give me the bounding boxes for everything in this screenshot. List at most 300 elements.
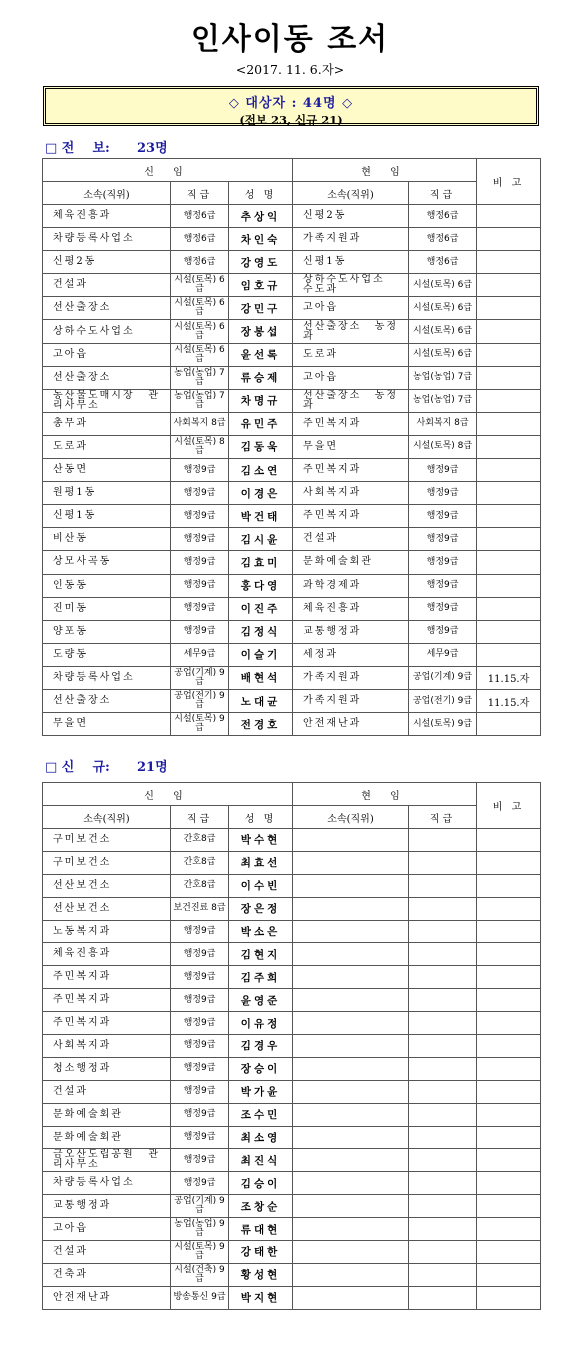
new-dept-cell: 건축과 [43,1263,171,1286]
new-grade-cell: 공업(기계) 9급 [171,1195,229,1218]
remark-cell [477,1149,541,1172]
name-cell: 김효미 [229,551,293,574]
current-grade-cell: 세무9급 [409,643,477,666]
new-dept-cell: 구미보건소 [43,829,171,852]
current-dept-cell [293,1126,409,1149]
new-grade-cell: 행정9급 [171,989,229,1012]
current-dept-cell [293,1057,409,1080]
current-grade-cell [409,874,477,897]
current-dept-cell: 건설과 [293,528,409,551]
current-grade-cell: 시설(토목) 6급 [409,343,477,366]
name-cell: 황성현 [229,1263,293,1286]
table-row [43,320,541,343]
new-grade-cell: 행정6급 [171,228,229,251]
new-dept-cell: 사회복지과 [43,1035,171,1058]
new-grade-cell: 세무9급 [171,643,229,666]
current-grade-cell [409,943,477,966]
table-row [43,459,541,482]
transfer-table [42,158,541,736]
new-dept-cell: 총무과 [43,412,171,435]
new-dept-cell: 문화예술회관 [43,1126,171,1149]
new-dept-cell: 무을면 [43,713,171,736]
remark-cell [477,897,541,920]
current-dept-cell: 고아읍 [293,297,409,320]
new-grade-cell: 행정9급 [171,459,229,482]
current-grade-cell: 사회복지 8급 [409,412,477,435]
current-grade-cell: 행정9급 [409,620,477,643]
current-dept-cell: 주민복지과 [293,459,409,482]
document-title: 인사이동 조서 [190,22,390,57]
new-dept-cell: 선산출장소 [43,689,171,712]
table-row [43,989,541,1012]
name-cell: 최소영 [229,1126,293,1149]
new-grade-cell: 행정9급 [171,528,229,551]
current-grade-cell: 행정6급 [409,205,477,228]
current-grade-cell [409,1080,477,1103]
remark-cell [477,574,541,597]
table-row [43,897,541,920]
current-dept-cell [293,1172,409,1195]
table-row [43,274,541,297]
name-cell: 김소연 [229,459,293,482]
new-grade-cell: 간호8급 [171,851,229,874]
name-cell: 박수현 [229,829,293,852]
new-dept-cell: 체육진흥과 [43,943,171,966]
name-cell: 임호규 [229,274,293,297]
remark-cell [477,1035,541,1058]
current-grade-cell: 행정9급 [409,551,477,574]
new-dept-cell: 도량동 [43,643,171,666]
table-row [43,713,541,736]
new-grade-cell: 행정9급 [171,574,229,597]
remark-cell [477,643,541,666]
section-transfer-heading: □ 전 보: 23명 [45,141,168,156]
name-cell: 차인숙 [229,228,293,251]
name-cell: 차명규 [229,389,293,412]
table-row [43,1103,541,1126]
new-dept-cell: 선산출장소 [43,297,171,320]
current-grade-cell: 공업(기계) 9급 [409,666,477,689]
table-row [43,829,541,852]
header-dept: 소속(직위) [293,806,409,829]
remark-cell [477,274,541,297]
table-row [43,1126,541,1149]
name-cell: 김경우 [229,1035,293,1058]
table-row [43,943,541,966]
table-row [43,620,541,643]
new-dept-cell: 원평1동 [43,482,171,505]
current-grade-cell: 농업(농업) 7급 [409,366,477,389]
remark-cell [477,366,541,389]
current-grade-cell [409,989,477,1012]
new-grade-cell: 농업(농업) 9급 [171,1218,229,1241]
new-dept-cell: 교통행정과 [43,1195,171,1218]
new-grade-cell: 시설(토목) 6급 [171,297,229,320]
table-row [43,343,541,366]
remark-cell [477,920,541,943]
new-dept-cell: 주민복지과 [43,989,171,1012]
remark-cell [477,1218,541,1241]
new-dept-cell: 체육진흥과 [43,205,171,228]
table-row [43,1149,541,1172]
name-cell: 이유정 [229,1012,293,1035]
current-dept-cell [293,1103,409,1126]
new-dept-cell: 건설과 [43,1080,171,1103]
new-grade-cell: 행정9급 [171,1035,229,1058]
name-cell: 박소은 [229,920,293,943]
name-cell: 전경호 [229,713,293,736]
current-dept-cell: 선산출장소 농정과 [293,389,409,412]
current-dept-cell: 신평2동 [293,205,409,228]
current-grade-cell: 행정6급 [409,228,477,251]
current-grade-cell [409,1103,477,1126]
current-grade-cell: 시설(토목) 9급 [409,713,477,736]
new-grade-cell: 행정9급 [171,1172,229,1195]
current-dept-cell: 교통행정과 [293,620,409,643]
current-dept-cell: 과학경제과 [293,574,409,597]
name-cell: 장은정 [229,897,293,920]
new-dept-cell: 청소행정과 [43,1057,171,1080]
new-dept-cell: 상하수도사업소 [43,320,171,343]
current-dept-cell: 주민복지과 [293,412,409,435]
current-dept-cell: 가족지원과 [293,689,409,712]
remark-cell [477,1012,541,1035]
name-cell: 최효선 [229,851,293,874]
current-dept-cell: 상하수도사업소 수도과 [293,274,409,297]
new-dept-cell: 비산동 [43,528,171,551]
current-grade-cell: 행정9급 [409,482,477,505]
name-cell: 노대균 [229,689,293,712]
new-grade-cell: 시설(토목) 9급 [171,713,229,736]
current-dept-cell [293,1263,409,1286]
name-cell: 장승이 [229,1057,293,1080]
current-grade-cell: 행정9급 [409,505,477,528]
current-dept-cell: 사회복지과 [293,482,409,505]
new-dept-cell: 양포동 [43,620,171,643]
name-cell: 강태한 [229,1241,293,1264]
header-name: 성 명 [229,806,293,829]
remark-cell [477,1080,541,1103]
new-grade-cell: 행정9급 [171,966,229,989]
new-grade-cell: 행정9급 [171,1149,229,1172]
header-grade: 직급 [171,806,229,829]
new-dept-cell: 농산물도매시장 관리사무소 [43,389,171,412]
remark-cell [477,343,541,366]
remark-cell [477,597,541,620]
new-grade-cell: 행정9급 [171,943,229,966]
current-grade-cell: 시설(토목) 8급 [409,435,477,458]
current-grade-cell [409,920,477,943]
new-grade-cell: 시설(토목) 8급 [171,435,229,458]
name-cell: 강민구 [229,297,293,320]
new-grade-cell: 행정9급 [171,620,229,643]
remark-cell [477,1126,541,1149]
current-dept-cell: 문화예술회관 [293,551,409,574]
new-dept-cell: 노동복지과 [43,920,171,943]
current-grade-cell: 농업(농업) 7급 [409,389,477,412]
new-grade-cell: 공업(기계) 9급 [171,666,229,689]
name-cell: 배현석 [229,666,293,689]
remark-cell [477,713,541,736]
remark-cell [477,228,541,251]
current-grade-cell [409,851,477,874]
current-grade-cell [409,897,477,920]
remark-cell [477,551,541,574]
remark-cell [477,1263,541,1286]
header-dept: 소속(직위) [293,182,409,205]
new-grade-cell: 시설(토목) 6급 [171,343,229,366]
new-grade-cell: 시설(토목) 6급 [171,320,229,343]
new-dept-cell: 인동동 [43,574,171,597]
new-grade-cell: 행정9급 [171,1126,229,1149]
new-dept-cell: 선산출장소 [43,366,171,389]
current-grade-cell: 행정9급 [409,459,477,482]
table-row [43,1286,541,1309]
current-grade-cell: 시설(토목) 6급 [409,274,477,297]
table-row [43,851,541,874]
remark-cell [477,829,541,852]
header-grade: 직급 [171,182,229,205]
header-new-post: 신 임 [43,159,293,182]
new-grade-cell: 행정9급 [171,482,229,505]
new-grade-cell: 농업(농업) 7급 [171,389,229,412]
new-grade-cell: 시설(토목) 9급 [171,1241,229,1264]
table-row [43,528,541,551]
current-grade-cell: 시설(토목) 6급 [409,297,477,320]
current-dept-cell: 신평1동 [293,251,409,274]
current-dept-cell: 주민복지과 [293,505,409,528]
current-dept-cell: 도로과 [293,343,409,366]
current-grade-cell [409,1241,477,1264]
new-dept-cell: 차량등록사업소 [43,1172,171,1195]
name-cell: 이진주 [229,597,293,620]
table-row [43,643,541,666]
name-cell: 이슬기 [229,643,293,666]
current-grade-cell [409,1286,477,1309]
table-row [43,666,541,689]
table-row [43,920,541,943]
name-cell: 이경은 [229,482,293,505]
name-cell: 류대현 [229,1218,293,1241]
header-remark: 비 고 [477,159,541,205]
current-grade-cell [409,1218,477,1241]
current-grade-cell [409,1126,477,1149]
table-row [43,366,541,389]
remark-cell [477,1195,541,1218]
remark-cell [477,251,541,274]
new-dept-cell: 금오산도립공원 관리사무소 [43,1149,171,1172]
current-grade-cell [409,1012,477,1035]
header-dept: 소속(직위) [43,182,171,205]
new-dept-cell: 산동면 [43,459,171,482]
header-new-post: 신 임 [43,783,293,806]
name-cell: 윤선록 [229,343,293,366]
current-dept-cell [293,943,409,966]
new-grade-cell: 행정6급 [171,205,229,228]
table-row [43,412,541,435]
new-dept-cell: 도로과 [43,435,171,458]
new-dept-cell: 건설과 [43,1241,171,1264]
remark-cell [477,943,541,966]
current-dept-cell [293,1149,409,1172]
banner-total: ◇ 대상자 : 44명 ◇ [228,96,354,111]
current-dept-cell: 무을면 [293,435,409,458]
new-dept-cell: 고아읍 [43,1218,171,1241]
name-cell: 김시윤 [229,528,293,551]
remark-cell [477,459,541,482]
current-dept-cell: 고아읍 [293,366,409,389]
table-row [43,1035,541,1058]
current-dept-cell [293,829,409,852]
new-dept-cell: 선산보건소 [43,897,171,920]
header-name: 성 명 [229,182,293,205]
current-dept-cell: 세정과 [293,643,409,666]
current-dept-cell [293,1241,409,1264]
name-cell: 김주희 [229,966,293,989]
current-grade-cell [409,1035,477,1058]
name-cell: 김정식 [229,620,293,643]
remark-cell [477,1057,541,1080]
section-new-hire-heading: □ 신 규: 21명 [45,760,168,775]
new-hire-table [42,782,541,1310]
current-dept-cell [293,1286,409,1309]
table-row [43,251,541,274]
new-dept-cell: 건설과 [43,274,171,297]
current-dept-cell: 안전재난과 [293,713,409,736]
remark-cell [477,412,541,435]
current-grade-cell [409,1149,477,1172]
new-dept-cell: 신평1동 [43,505,171,528]
name-cell: 이수빈 [229,874,293,897]
table-row [43,597,541,620]
table-row [43,574,541,597]
current-dept-cell [293,920,409,943]
table-row [43,205,541,228]
current-dept-cell [293,1080,409,1103]
new-dept-cell: 문화예술회관 [43,1103,171,1126]
current-grade-cell: 행정6급 [409,251,477,274]
current-dept-cell [293,989,409,1012]
current-dept-cell [293,1218,409,1241]
remark-cell [477,620,541,643]
name-cell: 홍다영 [229,574,293,597]
name-cell: 조수민 [229,1103,293,1126]
new-grade-cell: 농업(농업) 7급 [171,366,229,389]
new-grade-cell: 시설(토목) 6급 [171,274,229,297]
remark-cell [477,1103,541,1126]
table-row [43,1195,541,1218]
header-remark: 비 고 [477,783,541,829]
table-row [43,966,541,989]
new-grade-cell: 행정9급 [171,1080,229,1103]
table-row [43,689,541,712]
remark-cell [477,205,541,228]
new-dept-cell: 구미보건소 [43,851,171,874]
name-cell: 박지현 [229,1286,293,1309]
remark-cell [477,851,541,874]
table-row [43,228,541,251]
remark-cell [477,989,541,1012]
current-grade-cell: 행정9급 [409,528,477,551]
name-cell: 류승제 [229,366,293,389]
remark-cell [477,435,541,458]
current-dept-cell [293,897,409,920]
document-date: <2017. 11. 6.자> [235,62,345,77]
new-grade-cell: 행정9급 [171,920,229,943]
table-row [43,551,541,574]
remark-cell [477,1286,541,1309]
name-cell: 최진식 [229,1149,293,1172]
current-grade-cell [409,1172,477,1195]
remark-cell [477,874,541,897]
remark-cell: 11.15.자 [477,689,541,712]
table-row [43,1263,541,1286]
new-grade-cell: 방송통신 9급 [171,1286,229,1309]
table-row [43,389,541,412]
current-dept-cell: 가족지원과 [293,228,409,251]
current-dept-cell: 체육진흥과 [293,597,409,620]
table-row [43,1218,541,1241]
name-cell: 김현지 [229,943,293,966]
remark-cell [477,1172,541,1195]
current-grade-cell [409,966,477,989]
new-grade-cell: 행정6급 [171,251,229,274]
table-row [43,874,541,897]
new-grade-cell: 간호8급 [171,829,229,852]
table-row [43,1172,541,1195]
remark-cell [477,389,541,412]
current-dept-cell [293,1012,409,1035]
remark-cell [477,320,541,343]
name-cell: 장봉섭 [229,320,293,343]
current-dept-cell [293,851,409,874]
current-grade-cell: 공업(전기) 9급 [409,689,477,712]
name-cell: 박건태 [229,505,293,528]
new-dept-cell: 진미동 [43,597,171,620]
remark-cell: 11.15.자 [477,666,541,689]
name-cell: 추상익 [229,205,293,228]
header-current-post: 현 임 [293,159,477,182]
banner-breakdown: (전보 23, 신규 21) [239,113,343,127]
table-row [43,1012,541,1035]
name-cell: 강영도 [229,251,293,274]
table-row [43,1057,541,1080]
new-grade-cell: 행정9급 [171,597,229,620]
remark-cell [477,505,541,528]
name-cell: 윤영준 [229,989,293,1012]
new-grade-cell: 행정9급 [171,1057,229,1080]
table-row [43,297,541,320]
current-dept-cell [293,874,409,897]
new-grade-cell: 행정9급 [171,505,229,528]
new-grade-cell: 보건진료 8급 [171,897,229,920]
current-grade-cell [409,829,477,852]
current-dept-cell: 선산출장소 농정과 [293,320,409,343]
new-dept-cell: 신평2동 [43,251,171,274]
new-dept-cell: 주민복지과 [43,1012,171,1035]
current-dept-cell [293,1035,409,1058]
name-cell: 박가윤 [229,1080,293,1103]
current-dept-cell [293,1195,409,1218]
current-dept-cell: 가족지원과 [293,666,409,689]
table-row [43,1241,541,1264]
current-grade-cell: 행정9급 [409,597,477,620]
new-grade-cell: 공업(전기) 9급 [171,689,229,712]
name-cell: 조창순 [229,1195,293,1218]
new-dept-cell: 안전재난과 [43,1286,171,1309]
current-grade-cell: 시설(토목) 6급 [409,320,477,343]
remark-cell [477,297,541,320]
